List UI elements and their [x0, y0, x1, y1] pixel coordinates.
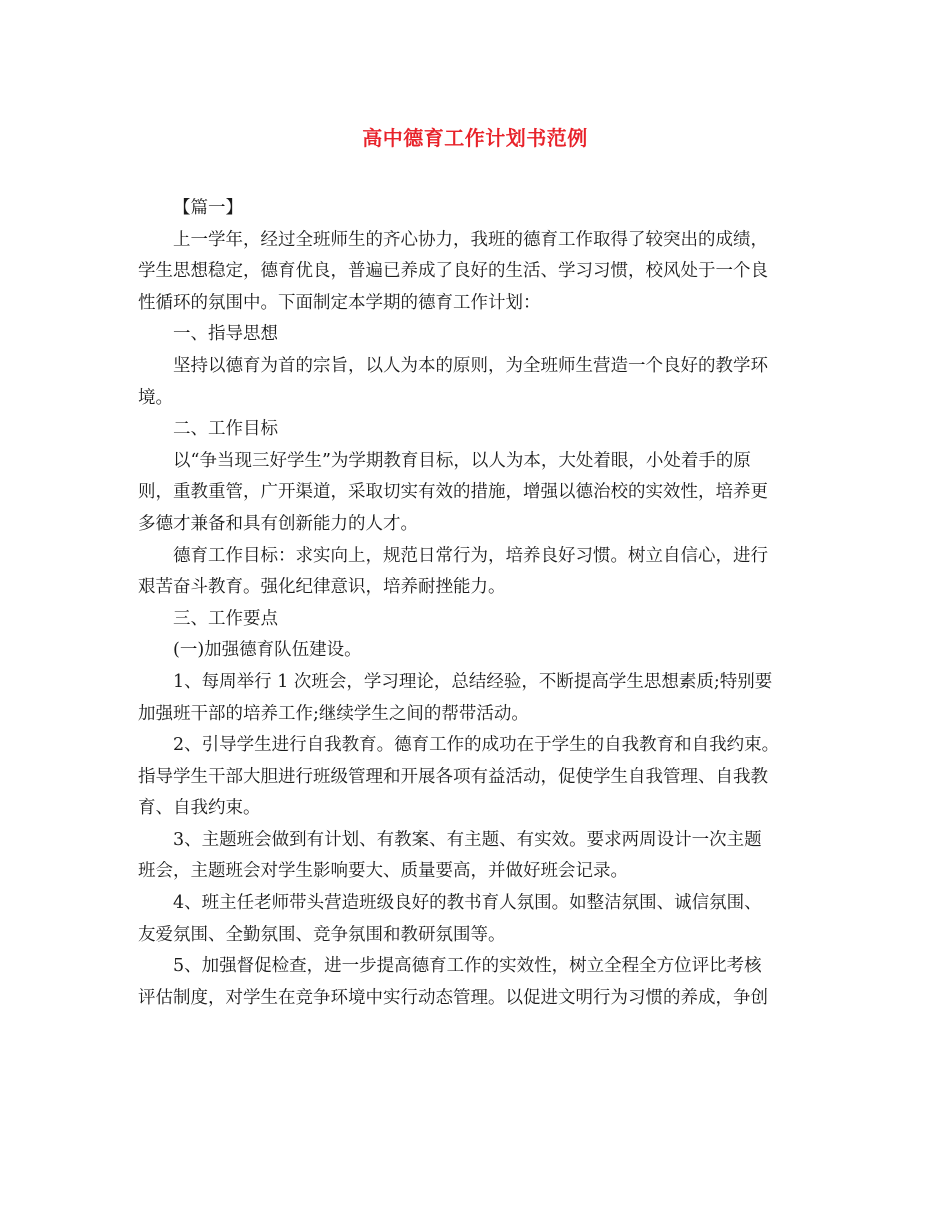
text-line: 性循环的氛围中。下面制定本学期的德育工作计划： [138, 292, 541, 313]
text-line: 以“争当现三好学生”为学期教育目标，以人为本，大处着眼，小处着手的原 [173, 450, 751, 471]
text-line: 4、班主任老师带头营造班级良好的教书育人氛围。如整洁氛围、诚信氛围、 [173, 893, 762, 914]
text-line: 二、工作目标 [173, 419, 278, 440]
text-line: 艰苦奋斗教育。强化纪律意识，培养耐挫能力。 [138, 577, 506, 598]
text-line: 坚持以德育为首的宗旨，以人为本的原则，为全班师生营造一个良好的教学环 [173, 355, 768, 376]
text-line: (一)加强德育队伍建设。 [173, 640, 362, 661]
text-line: 德育工作目标：求实向上，规范日常行为，培养良好习惯。树立自信心，进行 [173, 545, 768, 566]
text-line: 2、引导学生进行自我教育。德育工作的成功在于学生的自我教育和自我约束。 [173, 735, 780, 756]
text-line: 学生思想稳定，德育优良，普遍已养成了良好的生活、学习习惯，校风处于一个良 [138, 261, 768, 282]
document-body [138, 193, 818, 1014]
text-line: 3、主题班会做到有计划、有教案、有主题、有实效。要求两周设计一次主题 [173, 829, 762, 850]
text-line: 一、指导思想 [173, 324, 278, 345]
text-line: 境。 [138, 387, 173, 408]
text-line: 三、工作要点 [173, 608, 278, 629]
text-line: 评估制度，对学生在竞争环境中实行动态管理。以促进文明行为习惯的养成，争创 [138, 987, 768, 1008]
text-line: 友爱氛围、全勤氛围、竞争氛围和教研氛围等。 [138, 924, 506, 945]
text-line: 育、自我约束。 [138, 798, 261, 819]
text-line: 多德才兼备和具有创新能力的人才。 [138, 513, 418, 534]
text-line: 加强班干部的培养工作;继续学生之间的帮带活动。 [138, 703, 529, 724]
text-line: 1、每周举行 1 次班会，学习理论，总结经验，不断提高学生思想素质;特别要 [173, 671, 773, 692]
text-line: 上一学年，经过全班师生的齐心协力，我班的德育工作取得了较突出的成绩， [173, 229, 768, 250]
text-line: 【篇一】 [173, 198, 243, 218]
document-title: 高中德育工作计划书范例 [362, 126, 588, 150]
text-line: 班会，主题班会对学生影响要大、质量要高，并做好班会记录。 [138, 861, 628, 882]
text-line: 5、加强督促检查，进一步提高德育工作的实效性，树立全程全方位评比考核 [173, 956, 762, 977]
text-line: 则，重教重管，广开渠道，采取切实有效的措施，增强以德治校的实效性，培养更 [138, 482, 768, 503]
text-line: 指导学生干部大胆进行班级管理和开展各项有益活动，促使学生自我管理、自我教 [138, 766, 768, 787]
